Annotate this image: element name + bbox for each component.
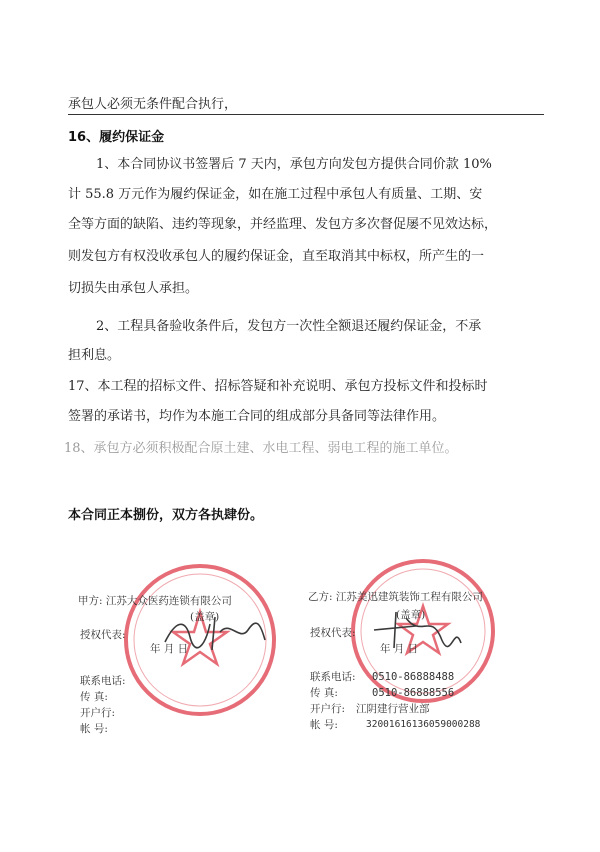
underline-rule: [68, 114, 544, 115]
s16-p2-line-2: 担利息。: [68, 348, 121, 363]
party-b-rep-label: 授权代表:: [310, 627, 356, 639]
section-16-heading: 16、履约保证金: [68, 130, 165, 145]
party-b-account-value: 32001616136059000288: [366, 719, 481, 730]
party-b-seal-note: (盖章): [396, 609, 426, 621]
s16-p1-line-4: 则发包方有权没收承包人的履约保证金，直至取消其中标权，所产生的一: [68, 249, 485, 264]
party-a-name: 甲方: 江苏大众医药连锁有限公司: [78, 595, 232, 607]
party-a-date: 年 月 日: [150, 643, 189, 655]
party-b-name: 乙方: 江苏美迅建筑装饰工程有限公司: [308, 591, 483, 603]
s17-line-2: 签署的承诺书，均作为本施工合同的组成部分具备同等法律作用。: [68, 409, 446, 424]
s17-line-1: 17、本工程的招标文件、招标答疑和补充说明、承包方投标文件和投标时: [68, 379, 488, 394]
s16-p2-line-1: 2、工程具备验收条件后，发包方一次性全额退还履约保证金，不承: [96, 319, 482, 334]
party-b-phone-value: 0510-86888488: [372, 671, 455, 683]
party-a-fax-label: 传 真:: [80, 691, 108, 703]
s16-p1-line-3: 全等方面的缺陷、违约等现象，并经监理、发包方多次督促屡不见效达标，: [68, 217, 498, 232]
s16-p1-line-1: 1、本合同协议书签署后 7 天内，承包方向发包方提供合同价款 10%: [96, 157, 492, 172]
intro-line: 承包人必须无条件配合执行，: [68, 97, 238, 112]
s16-p1-line-2: 计 55.8 万元作为履约保证金，如在施工过程中承包人有质量、工期、安: [68, 187, 483, 202]
party-b-bank-value: 江阴建行营业部: [356, 703, 430, 715]
s18-line: 18、承包方必须积极配合原土建、水电工程、弱电工程的施工单位。: [64, 441, 458, 456]
copies-line: 本合同正本捌份，双方各执肆份。: [68, 508, 264, 523]
party-b-fax-label: 传 真:: [310, 687, 338, 699]
s16-p1-line-5: 切损失由承包人承担。: [68, 281, 199, 296]
party-a-seal-note: (盖章): [190, 611, 220, 623]
party-a-phone-label: 联系电话:: [80, 675, 126, 687]
party-a-rep-label: 授权代表:: [80, 629, 126, 641]
party-a-bank-label: 开户行:: [80, 707, 116, 719]
party-b-bank-label: 开户行:: [310, 703, 346, 715]
party-a-account-label: 帐 号:: [80, 723, 108, 735]
party-b-account-label: 帐 号:: [310, 719, 338, 731]
party-b-date: 年 月 日: [380, 643, 419, 655]
party-b-phone-label: 联系电话:: [310, 671, 356, 683]
party-b-fax-value: 0510-86888556: [372, 687, 455, 699]
